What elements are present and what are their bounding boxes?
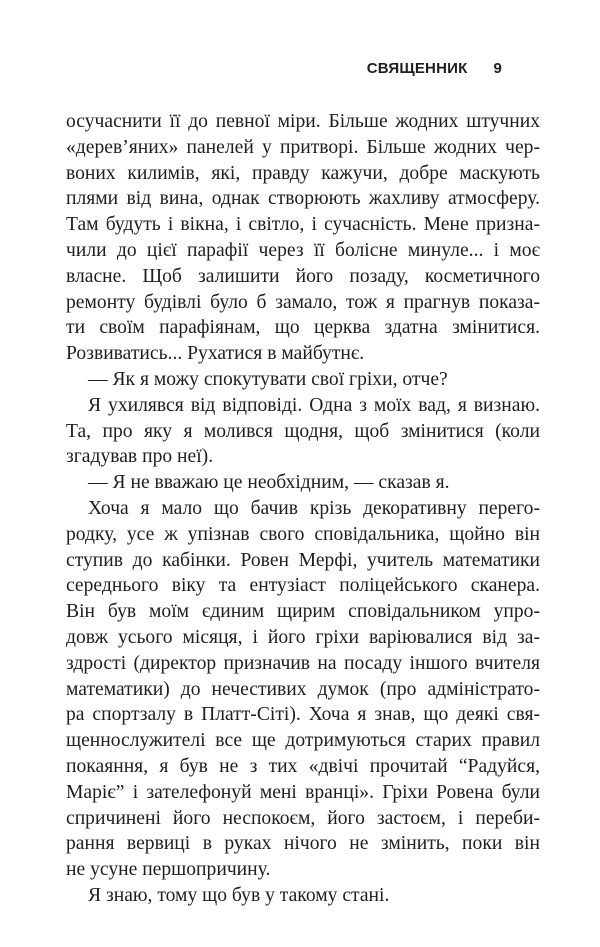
- page-number: 9: [493, 60, 502, 77]
- text-line: родку, усе ж упізнав свого сповідальника, щойно він: [66, 523, 540, 545]
- text-line: Там будуть і вікна, і світло, і сучасність. Мене призна-: [66, 214, 540, 236]
- text-line: покаяння, я був не з тих «двічі прочитай “Радуйся,: [66, 755, 540, 777]
- text-line: осучаснити її до певної міри. Більше жодних штучних: [66, 111, 540, 132]
- text-line: здрості (директор призначив на посаду іншого вчителя: [66, 652, 540, 674]
- text-line: ступив до кабінки. Ровен Мерфі, учитель математики: [66, 549, 540, 571]
- text-line: Я знаю, тому що був у такому стані.: [88, 884, 390, 906]
- running-head-title: СВЯЩЕННИК: [366, 60, 468, 77]
- text-line: — Я не вважаю це необхідним, — сказав я.: [88, 472, 450, 494]
- text-line: Розвиватись... Рухатися в майбутнє.: [66, 343, 365, 365]
- text-line: Маріє” і зателефонуй мені вранці». Гріхи Ровена були: [66, 781, 540, 803]
- body-text: [66, 109, 540, 909]
- text-line: власне. Щоб залишити його позаду, косметичного: [66, 265, 540, 287]
- text-line: не усуне першопричину.: [66, 859, 271, 881]
- text-line: Та, про яку я молився щодня, щоб змінитися (коли: [66, 420, 540, 442]
- text-line: середнього віку та ентузіаст поліцейського сканера.: [66, 575, 540, 597]
- text-line: згадував про неї).: [66, 446, 214, 468]
- text-line: математики) до нечестивих думок (про адміністрато-: [66, 678, 540, 700]
- text-line: довж усього місяця, і його гріхи варіювалися від за-: [66, 626, 540, 648]
- text-line: плями від вина, однак створюють жахливу атмосферу.: [66, 188, 540, 210]
- text-line: Хоча я мало що бачив крізь декоративну перего-: [88, 497, 540, 519]
- text-line: — Як я можу спокутувати свої гріхи, отче?: [88, 368, 448, 390]
- text-line: ра спортзалу в Платт-Сіті). Хоча я знав, що деякі свя-: [66, 704, 540, 726]
- text-line: ремонту будівлі було б замало, тож я прагнув показа-: [66, 291, 540, 313]
- text-line: Я ухилявся від відповіді. Одна з моїх вад, я визнаю.: [88, 394, 540, 416]
- text-line: воних килимів, які, правду кажучи, добре маскують: [66, 162, 540, 184]
- running-head: [367, 60, 502, 77]
- text-line: щеннослужителі все ще дотримуються старих правил: [66, 730, 540, 752]
- text-line: Він був моїм єдиним щирим сповідальником упро-: [66, 601, 540, 623]
- text-line: чили до цієї парафії через її болісне минуле... і моє: [66, 239, 540, 261]
- text-line: «дерев’яних» панелей у притворі. Більше жодних чер-: [66, 136, 540, 158]
- text-line: ти своїм парафіянам, що церква здатна змінитися.: [66, 317, 540, 339]
- text-line: спричинені його неспокоєм, його застоєм, і переби-: [66, 807, 540, 829]
- text-line: рання вервиці в руках нічого не змінить, поки він: [66, 833, 540, 855]
